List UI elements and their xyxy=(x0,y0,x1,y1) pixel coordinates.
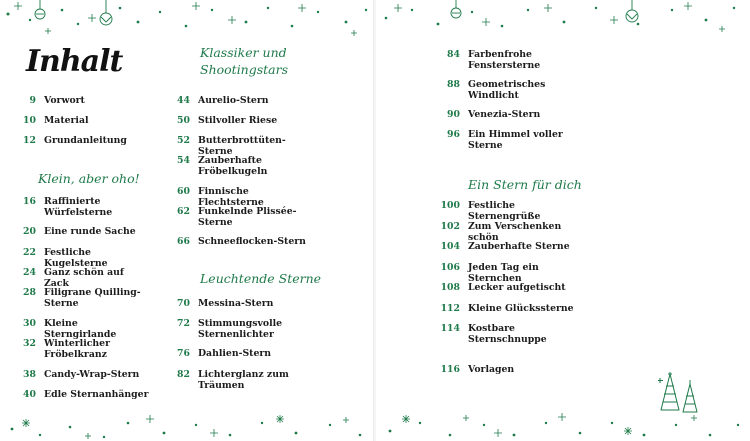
page-number: 60 xyxy=(177,186,190,197)
page-number: 52 xyxy=(177,135,190,146)
entry-title: Aurelio-Stern xyxy=(198,95,269,106)
page-number: 112 xyxy=(440,303,460,314)
entry-title: Zum Verschenken schön xyxy=(468,221,562,243)
toc-entry[interactable] xyxy=(160,298,306,309)
page-title: Inhalt xyxy=(26,44,123,79)
toc-entry[interactable] xyxy=(424,109,576,120)
toc-entry[interactable] xyxy=(424,282,576,293)
toc-entry[interactable] xyxy=(14,338,152,360)
toc-entry[interactable] xyxy=(424,241,576,252)
toc-entry[interactable] xyxy=(424,49,576,71)
page-number: 28 xyxy=(23,287,36,298)
toc-entry[interactable] xyxy=(160,135,306,157)
entry-title: Finnische Flechtsterne xyxy=(198,186,264,208)
toc-entry[interactable] xyxy=(160,95,306,106)
entry-title: Messina-Stern xyxy=(198,298,274,309)
entry-title: Funkelnde Plissée-Sterne xyxy=(198,206,297,228)
page-number: 104 xyxy=(440,241,460,252)
toc-entry[interactable] xyxy=(424,323,576,345)
entry-title: Raffinierte Würfelsterne xyxy=(44,196,113,218)
ornament-icon xyxy=(35,0,45,19)
page-number: 82 xyxy=(177,369,190,380)
entry-title: Geometrisches Windlicht xyxy=(468,79,546,101)
page-number: 38 xyxy=(23,369,36,380)
ornament-icon xyxy=(100,0,112,25)
page-number: 44 xyxy=(177,95,190,106)
page-number: 22 xyxy=(23,247,36,258)
toc-entry[interactable] xyxy=(160,115,306,126)
toc-entry[interactable] xyxy=(424,200,576,222)
entry-title: Winterlicher Fröbelkranz xyxy=(44,338,110,360)
section-title: Klassiker und Shootingstars xyxy=(200,45,289,77)
entry-title: Edle Sternanhänger xyxy=(44,389,149,400)
snowflake-icon xyxy=(22,415,349,439)
christmas-tree-icon xyxy=(658,370,702,415)
toc-entry[interactable] xyxy=(14,115,152,126)
entry-title: Grundanleitung xyxy=(44,135,127,146)
entry-title: Stimmungsvolle Sternenlichter xyxy=(198,318,283,340)
entry-title: Lecker aufgetischt xyxy=(468,282,566,293)
toc-entry[interactable] xyxy=(14,389,152,400)
page-number: 24 xyxy=(23,267,36,278)
page-number: 88 xyxy=(447,79,460,90)
entry-title: Venezia-Stern xyxy=(468,109,541,120)
toc-entry[interactable] xyxy=(14,135,152,146)
entry-title: Ein Himmel voller Sterne xyxy=(468,129,563,151)
toc-entry[interactable] xyxy=(14,369,152,380)
ornament-icon xyxy=(626,0,638,22)
page-number: 54 xyxy=(177,155,190,166)
toc-entry[interactable] xyxy=(14,318,152,340)
entry-title: Material xyxy=(44,115,89,126)
toc-entry[interactable] xyxy=(424,303,576,314)
page-number: 72 xyxy=(177,318,190,329)
toc-entry[interactable] xyxy=(424,129,576,151)
entry-title: Dahlien-Stern xyxy=(198,348,272,359)
toc-entry[interactable] xyxy=(424,262,576,284)
entry-title: Kostbare Sternschnuppe xyxy=(468,323,547,345)
page-number: 62 xyxy=(177,206,190,217)
entry-title: Festliche Kugelsterne xyxy=(44,247,108,269)
toc-entry[interactable] xyxy=(424,221,576,243)
page-number: 9 xyxy=(29,95,36,106)
page-number: 102 xyxy=(440,221,460,232)
entry-title: Eine runde Sache xyxy=(44,226,136,237)
section-title: Leuchtende Sterne xyxy=(200,271,322,286)
toc-entry[interactable] xyxy=(160,369,306,391)
page-number: 12 xyxy=(23,135,36,146)
entry-title: Farbenfrohe Fenstersterne xyxy=(468,49,541,71)
toc-entry[interactable] xyxy=(14,95,152,106)
entry-title: Zauberhafte Sterne xyxy=(468,241,570,252)
entry-title: Filigrane Quilling-Sterne xyxy=(44,287,141,309)
snowflake-icon xyxy=(402,413,697,437)
page-number: 76 xyxy=(177,348,190,359)
toc-entry[interactable] xyxy=(14,287,152,309)
page-number: 66 xyxy=(177,236,190,247)
page-number: 32 xyxy=(23,338,36,349)
entry-title: Schneeflocken-Stern xyxy=(198,236,306,247)
entry-title: Ganz schön auf Zack xyxy=(44,267,124,289)
toc-entry[interactable] xyxy=(14,247,152,269)
entry-title: Kleine Sterngirlande xyxy=(44,318,117,340)
entry-title: Zauberhafte Fröbelkugeln xyxy=(198,155,268,177)
toc-entry[interactable] xyxy=(424,364,576,375)
page-number: 16 xyxy=(23,196,36,207)
toc-entry[interactable] xyxy=(160,206,306,228)
page-number: 30 xyxy=(23,318,36,329)
toc-entry[interactable] xyxy=(160,155,306,177)
page-number: 90 xyxy=(447,109,460,120)
entry-title: Kleine Glückssterne xyxy=(468,303,574,314)
ornament-icon xyxy=(451,0,461,18)
right-page xyxy=(376,0,750,441)
toc-entry[interactable] xyxy=(160,236,306,247)
toc-entry[interactable] xyxy=(14,226,152,237)
page-number: 106 xyxy=(440,262,460,273)
entry-title: Lichterglanz zum Träumen xyxy=(198,369,289,391)
page-number: 114 xyxy=(440,323,460,334)
toc-entry[interactable] xyxy=(14,196,152,218)
entry-title: Vorwort xyxy=(44,95,85,106)
toc-entry[interactable] xyxy=(160,318,306,340)
top-decoration-left xyxy=(0,0,374,40)
page-number: 70 xyxy=(177,298,190,309)
entry-title: Festliche Sternengrüße xyxy=(468,200,541,222)
left-page xyxy=(0,0,374,441)
page-number: 116 xyxy=(440,364,460,375)
toc-entry[interactable] xyxy=(424,79,576,101)
toc-entry[interactable] xyxy=(160,186,306,208)
entry-title: Jeden Tag ein Sternchen xyxy=(468,262,539,284)
page-number: 96 xyxy=(447,129,460,140)
page-number: 108 xyxy=(440,282,460,293)
section-title: Klein, aber oho! xyxy=(38,171,140,186)
page-number: 84 xyxy=(447,49,460,60)
section-title: Ein Stern für dich xyxy=(468,177,582,192)
bottom-decoration-left xyxy=(0,409,374,441)
page-number: 50 xyxy=(177,115,190,126)
entry-title: Stilvoller Riese xyxy=(198,115,278,126)
entry-title: Vorlagen xyxy=(468,364,515,375)
page-number: 10 xyxy=(23,115,36,126)
entry-title: Candy-Wrap-Stern xyxy=(44,369,140,380)
toc-entry[interactable] xyxy=(160,348,306,359)
entry-title: Butterbrottüten-Sterne xyxy=(198,135,286,157)
page-number: 40 xyxy=(23,389,36,400)
toc-entry[interactable] xyxy=(14,267,152,289)
page-number: 100 xyxy=(440,200,460,211)
top-decoration-right xyxy=(376,0,750,40)
page-number: 20 xyxy=(23,226,36,237)
